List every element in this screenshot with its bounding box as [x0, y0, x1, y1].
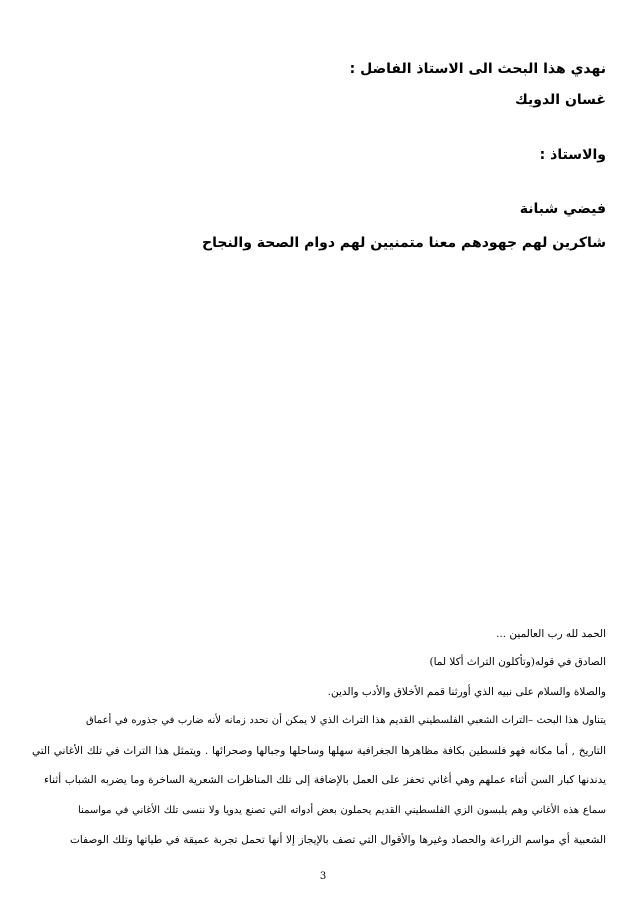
body-line-7: سماع هذه الأغاني وهم يلبسون الزي الفلسطيني القديم يحملون بعض أدواته التي تصنع يدويا ولا ننسى تلك الأغاني في مواسمنا: [78, 805, 606, 816]
body-line-2: الصادق في قوله(وتأكلون التراث أكلا لما): [429, 656, 606, 668]
dedication-heading: نهدي هذا البحث الى الاستاذ الفاضل :: [349, 61, 606, 77]
body-line-4: يتناول هذا البحث –التراث الشعبي الفلسطيني القديم هذا التراث الذي لا يمكن أن نحدد زمانه لأنه ضارب في جذوره في أعماق: [86, 715, 606, 726]
page-number: 3: [319, 871, 327, 882]
body-line-6: يدندنها كبار السن أثناء عملهم وهي أغاني تحفز على العمل بالإضافة إلى تلك المناظرات الشعرية الساخرة وما يضربه الشباب أثناء: [44, 774, 606, 786]
dedication-name-1: غسان الدويك: [514, 92, 606, 108]
body-line-5: التاريخ , أما مكانه فهو فلسطين بكافة مظاهرها الجغرافية سهلها وساحلها وجبالها وصحرائها . ويتمثل هذا التراث في تلك الأغاني التي: [32, 745, 606, 757]
dedication-second-heading: والاستاذ :: [539, 147, 606, 163]
dedication-name-2: فيضي شبانة: [519, 201, 606, 217]
body-line-1: الحمد لله رب العالمين ...: [496, 628, 606, 640]
body-line-8: الشعبية أي مواسم الزراعة والحصاد وغيرها والأقوال التي تصف بالإيجاز إلا أنها تحمل تجربة عميقة في طياتها وتلك الوصفات: [70, 834, 606, 846]
dedication-thanks: شاكرين لهم جهودهم معنا متمنيين لهم دوام الصحة والنجاح: [202, 235, 606, 251]
body-line-3: والصلاة والسلام على نبيه الذي أورثنا قمم الأخلاق والأدب والدين.: [327, 686, 606, 698]
